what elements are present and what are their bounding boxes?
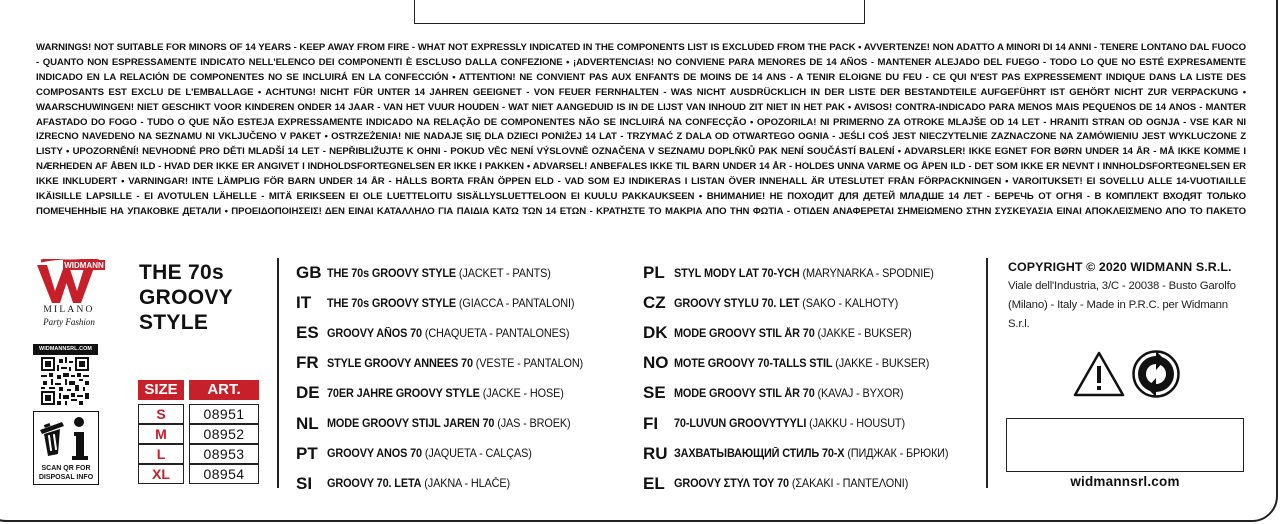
logo-milano: MILANO [43, 305, 95, 315]
lang-row-pt [296, 439, 599, 469]
lang-items: (SAKO - KALHOTY) [802, 296, 899, 310]
copyright: COPYRIGHT © 2020 WIDMANN S.R.L. [1008, 260, 1232, 274]
product-title-line-1: THE 70s [139, 261, 224, 284]
lang-product-name: STYL MODY LAT 70-YCH [674, 266, 800, 280]
lang-product-name: MODE GROOVY STIJL JAREN 70 [327, 417, 495, 431]
art-header: ART. [189, 380, 259, 400]
lang-code: EL [643, 473, 665, 493]
lang-product-name: GROOVY 70. LETA [327, 477, 422, 491]
blank-batch-box [1006, 418, 1244, 472]
art-value: 08952 [189, 424, 259, 444]
lang-row-de [296, 378, 599, 408]
art-value: 08953 [189, 444, 259, 464]
lang-product-name: 70ER JAHRE GROOVY STYLE [327, 386, 480, 400]
green-dot-recycle-icon [1132, 350, 1180, 398]
lang-items: (ПИДЖАК - БРЮКИ) [847, 447, 949, 461]
lang-items: (MARYNARKA - SPODNIE) [802, 266, 934, 280]
warnings-text: WARNINGS! NOT SUITABLE FOR MINORS OF 14 YEARS - KEEP AWAY FROM FIRE - WHAT NOT EXPRESSLY INDICATED IN THE COMPONENTS LIST IS EXCLUDED FROM THE PACK • AVVERTENZE! NON ADATTO A MINORI DI 14 ANNI - TENERE LONTANO DAL FUOCO - QUANTO NON ESPRESSAMENTE INDICATO NELL'ELENCO DEI COMPONENTI È ESCLUSO DALLA CONFEZIONE • ¡ADVERTENCIAS! NO CONVIENE PARA MENORES DE 14 AÑOS - MANTENER ALEJADO DEL FUEGO - TODO LO QUE NO ESTÉ EXPRESAMENTE INDICADO EN LA RELACIÓN DE COMPONENTES NO SE INCLUIRÁ EN LA CONFECCIÓN • ATTENTION! NE CONVIENT PAS AUX ENFANTS DE MOINS DE 14 ANS - A TENIR ELOIGNE DU FEU - CE QUI N'EST PAS EXPRESSEMENT INDIQUE DANS LA LISTE DES COMPOSANTS EST EXCLU DE L'EMBALLAGE • ACHTUNG! NICHT FÜR UNTER 14 JAHREN GEEIGNET - VON FEUER FERNHALTEN - WAS NICHT AUSDRÜCKLICH IN DER LISTE DER BESTANDTEILE AUFGEFÜHRT IST GEHÖRT NICHT ZUR VERPACKUNG • WAARSCHUWINGEN! NIET GESCHIKT VOOR KINDEREN ONDER 14 JAAR - VAN HET VUUR HOUDEN - WAT NIET AANGEDUID IS IN DE LIJST VAN INHOUD ZIT NIET IN HET PAK • AVISOS! CONTRA-INDICADO PARA MENOS MAIS PEQUENOS DE 14 ANOS - MANTER AFASTADO DO FOGO - TUDO O QUE NÃO ESTEJA EXPRESSAMENTE INDICADO NA RELAÇÃO DE COMPONENTES NÃO SE INCLUIRÁ NA CONFECÇÃO • OPOZORILA! NI PRIMERNO ZA OTROKE MLAJŠE OD 14 LET - HRANITI STRAN OD OGNJA - VSE KAR NI IZRECNO NAVEDENO NA SEZNAMU NI VKLJUČENO V PAKET • OSTRZEŻENIA! NIE NADAJE SIĘ DLA DZIECI PONIŻEJ 14 LAT - TRZYMAĆ Z DALA OD OTWARTEGO OGNIA - JEŚLI COŚ JEST NIECZYTELNIE ZAZNACZONE NA ZAMÓWIENIU JEST WYKLUCZONE Z LISTY • UPOZORNĚNÍ! NEVHODNÉ PRO DĚTI MLADŠÍ 14 LET - NEPŘIBLIŽUJTE K OHNI - POKUD VĚC NENÍ VÝSLOVNĚ OZNAČENA V SEZNAMU DOPLŇKŮ PAK NENÍ SOUČÁSTÍ BALENÍ • ADVARSLER! IKKE EGNET FOR BØRN UNDER 14 ÅR - MÅ IKKE KOMME I NÆRHEDEN AF ÅBEN ILD - HVAD DER IKKE ER ANGIVET I INDHOLDSFORTEGNELSEN ER IKKE I PAKKEN • ADVARSEL! ANBEFALES IKKE TIL BARN UNDER 14 ÅR - HOLDES UNNA VARME OG ÅPEN ILD - DET SOM IKKE ER NEVNT I INNHOLDSFORTEGNELSEN ER IKKE INKLUDERT • VARNINGAR! INTE LÄMPLIG FÖR BARN UNDER 14 ÅR - HÅLLS BORTA FRÅN ÖPPEN ELD - VAD SOM EJ INDIKERAS I LISTAN ÖVER INNEHALL ÄR UTESLUTET FRÅN FÖRPACKNINGEN • VAROITUKSET! EI SOVELLU ALLE 14-VUOTIAILLE IKÄISILLE LAPSILLE - EI AVOTULEN LÄHELLE - MITÄ ERIKSEEN EI OLE LUETTELOITU SISÄLLYSLUETTELOON EI KUULU PAKKAUKSEEN • ВНИМАНИЕ! НЕ ПОХОДИТ ДЛЯ ДЕТЕЙ МЛАДШЕ 14 ЛЕТ - БЕРЕЧЬ ОТ ОГНЯ - В КОМПЛЕКТ ВХОДЯТ ТОЛЬКО ПОМЕЧЕННЫЕ НА УПАКОВКЕ ДЕТАЛИ • ΠΡΟΕΙΔΟΠΟΙΗΣΕΙΣ! ΔΕΝ ΕΙΝΑΙ ΚΑΤΑΛΛΗΛΟ ΓΙΑ ΠΑΙΔΙΑ ΚΑΤΩ ΤΩΝ 14 ΕΤΩΝ - ΚΡΑΤΗΣΤΕ ΤΟ ΜΑΚΡΙΑ ΑΠΟ ΤΗΝ ΦΩΤΙΑ - ΟΤΙΔΕΝ ΑΝΑΦΕΡΕΤΑΙ ΣΗΜΕΙΩΜΕΝΟ ΣΤΗΝ ΣΥΣΚΕΥΑΣΙΑ ΕΙΝΑΙ ΑΠΟΚΛΕΙΣΜΕΝΟ ΑΠΟ ΤΟ ΠΑΚΕΤΟ [36, 42, 1246, 217]
art-value: 08954 [189, 464, 259, 484]
logo-wordmark: WIDMANN [64, 261, 104, 270]
lang-code: NL [296, 413, 319, 433]
lang-product-name: GROOVY AÑOS 70 [327, 326, 422, 340]
disposal-text-line-2: DISPOSAL INFO [38, 473, 94, 481]
lang-code: FI [643, 413, 659, 433]
product-title [139, 260, 233, 335]
lang-items: (JAS - BROEK) [497, 417, 571, 431]
lang-code: GB [296, 263, 322, 283]
lang-items: (JAKKU - HOUSUT) [809, 417, 905, 431]
lang-code: IT [296, 293, 312, 313]
lang-row-gb [296, 258, 599, 288]
size-row [138, 425, 259, 445]
trash-bin-disposal-icon [34, 412, 97, 464]
product-title-line-3: STYLE [139, 311, 209, 334]
company-address: Viale dell'Industria, 3/C - 20038 - Busto Garolfo (Milano) - Italy - Made in P.R.C. per Widmann S.r.l. [1008, 280, 1236, 330]
lang-row-fr [296, 348, 599, 378]
lang-items: (JAQUETA - CALÇAS) [424, 447, 532, 461]
lang-code: DE [296, 383, 320, 403]
disposal-text-line-1: SCAN QR FOR [41, 465, 91, 472]
lang-row-el [643, 469, 966, 499]
lang-items: (JACKE - HOSE) [482, 386, 564, 400]
lang-row-no [643, 348, 966, 378]
lang-product-name: MODE GROOVY STIL ÅR 70 [674, 326, 815, 340]
product-title-line-2: GROOVY [139, 286, 233, 309]
lang-row-pl [643, 258, 966, 288]
lang-row-nl [296, 408, 599, 438]
size-row [138, 445, 259, 465]
lang-product-name: 70-LUVUN GROOVYTYYLI [674, 417, 807, 431]
lang-code: PT [296, 443, 318, 463]
logo-party-fashion: Party Fashion [43, 317, 95, 327]
lang-row-si [296, 469, 599, 499]
lang-code: NO [643, 353, 669, 373]
size-row [138, 465, 259, 485]
lang-product-name: THE 70s GROOVY STYLE [327, 296, 457, 310]
lang-code: PL [643, 263, 665, 283]
lang-product-name: STYLE GROOVY ANNEES 70 [327, 356, 473, 370]
lang-product-name: GROOVY ANOS 70 [327, 447, 422, 461]
lang-items: (JAKKE - BUKSER) [835, 356, 930, 370]
lang-row-ru [643, 439, 966, 469]
size-table [138, 405, 259, 485]
divider-left [277, 258, 279, 488]
lang-code: RU [643, 443, 668, 463]
divider-right [986, 258, 988, 488]
lang-row-es [296, 318, 599, 348]
lang-row-se [643, 378, 966, 408]
lang-items: (JAKKE - BUKSER) [817, 326, 912, 340]
lang-code: SE [643, 383, 666, 403]
size-header: SIZE [138, 380, 184, 400]
lang-row-cz [643, 288, 966, 318]
size-table-header [138, 380, 259, 400]
lang-items: (JAKNA - HLAČE) [424, 477, 510, 491]
lang-items: (CHAQUETA - PANTALONES) [424, 326, 570, 340]
warning-triangle-icon [1072, 350, 1126, 398]
site-badge: WIDMANNSRL.COM [33, 344, 98, 355]
size-value: L [138, 444, 184, 464]
lang-product-name: GROOVY STYLU 70. LET [674, 296, 800, 310]
lang-row-fi [643, 408, 966, 438]
lang-product-name: MODE GROOVY STIL ÅR 70 [674, 386, 815, 400]
lang-items: (VESTE - PANTALON) [475, 356, 584, 370]
top-label-box [414, 0, 865, 24]
art-value: 08951 [189, 404, 259, 424]
lang-items: (KAVAJ - BYXOR) [817, 386, 904, 400]
lang-product-name: MOTE GROOVY 70-TALLS STIL [674, 356, 833, 370]
lang-items: (ΣΑΚΑΚΙ - ΠΑΝΤΕΛΟΝΙ) [791, 477, 909, 491]
lang-product-name: THE 70s GROOVY STYLE [327, 266, 457, 280]
lang-items: (JACKET - PANTS) [458, 266, 551, 280]
lang-code: ES [296, 323, 319, 343]
lang-product-name: GROOVY ΣΤΥΛ ΤΟΥ 70 [674, 477, 789, 491]
size-value: XL [138, 464, 184, 484]
lang-code: SI [296, 473, 313, 493]
language-list-right [643, 258, 966, 499]
size-row [138, 405, 259, 425]
disposal-text [33, 465, 99, 482]
lang-code: DK [643, 323, 668, 343]
lang-row-dk [643, 318, 966, 348]
lang-items: (GIACCA - PANTALONI) [458, 296, 575, 310]
lang-code: FR [296, 353, 319, 373]
website[interactable]: widmannsrl.com [1070, 474, 1180, 489]
lang-product-name: ЗАХВАТЫВАЮЩИЙ СТИЛЬ 70-Х [674, 447, 845, 461]
size-value: M [138, 424, 184, 444]
language-list-left [296, 258, 599, 499]
lang-code: CZ [643, 293, 666, 313]
size-value: S [138, 404, 184, 424]
lang-row-it [296, 288, 599, 318]
qr-code[interactable] [41, 357, 89, 405]
